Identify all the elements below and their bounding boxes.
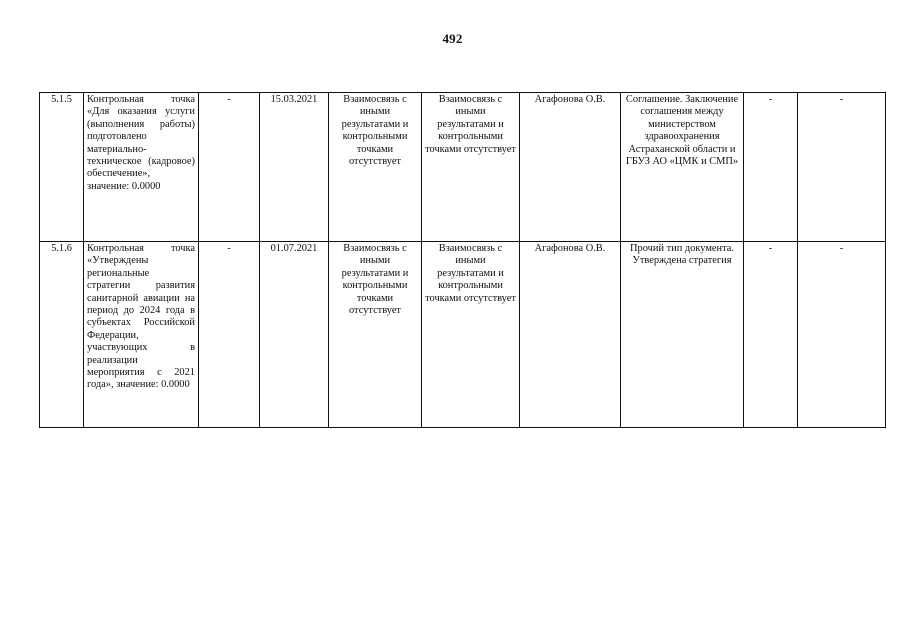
control-level: - — [744, 93, 798, 242]
result-document: Соглашение. Заключение соглашения между министерством здравоохранения Астраханской области и ГБУЗ АО «ЦМК и СМП» — [621, 93, 744, 242]
control-point-name — [84, 93, 199, 242]
next-link: Взаимосвязь с иными результатами и контрольными точками отсутствует — [422, 242, 520, 428]
control-points-table — [39, 92, 886, 428]
control-point-name — [84, 242, 199, 428]
control-level: - — [744, 242, 798, 428]
control-point-name-text: Контрольная точка «Для оказания услуги (выполнения работы) подготовлено материально-техническое (кадровое) обеспечение», значение: 0.0000 — [87, 94, 195, 192]
previous-link: Взаимосвязь с иными результатами и контрольными точками отсутствует — [329, 93, 422, 242]
table-row — [40, 93, 886, 242]
next-link: Взаимосвязь с иными результатами и контрольными точками отсутствует — [422, 93, 520, 242]
table-row — [40, 242, 886, 428]
responsible-person: Агафонова О.В. — [520, 93, 621, 242]
control-point-name-text: Контрольная точка «Утверждены региональные стратегии развития санитарной авиации на период до 2024 года в субъектах Российской Федерации, участвующих в реализации мероприятия с 2021 года», значение: 0.0000 — [87, 243, 195, 391]
extra-column: - — [798, 93, 886, 242]
page-number: 492 — [442, 31, 463, 46]
row-number: 5.1.5 — [40, 93, 84, 242]
extra-column: - — [798, 242, 886, 428]
previous-link: Взаимосвязь с иными результатами и контрольными точками отсутствует — [329, 242, 422, 428]
responsible-person: Агафонова О.В. — [520, 242, 621, 428]
row-number: 5.1.6 — [40, 242, 84, 428]
end-date: 15.03.2021 — [260, 93, 329, 242]
start-date: - — [199, 242, 260, 428]
start-date: - — [199, 93, 260, 242]
end-date: 01.07.2021 — [260, 242, 329, 428]
result-document: Прочий тип документа. Утверждена стратегия — [621, 242, 744, 428]
